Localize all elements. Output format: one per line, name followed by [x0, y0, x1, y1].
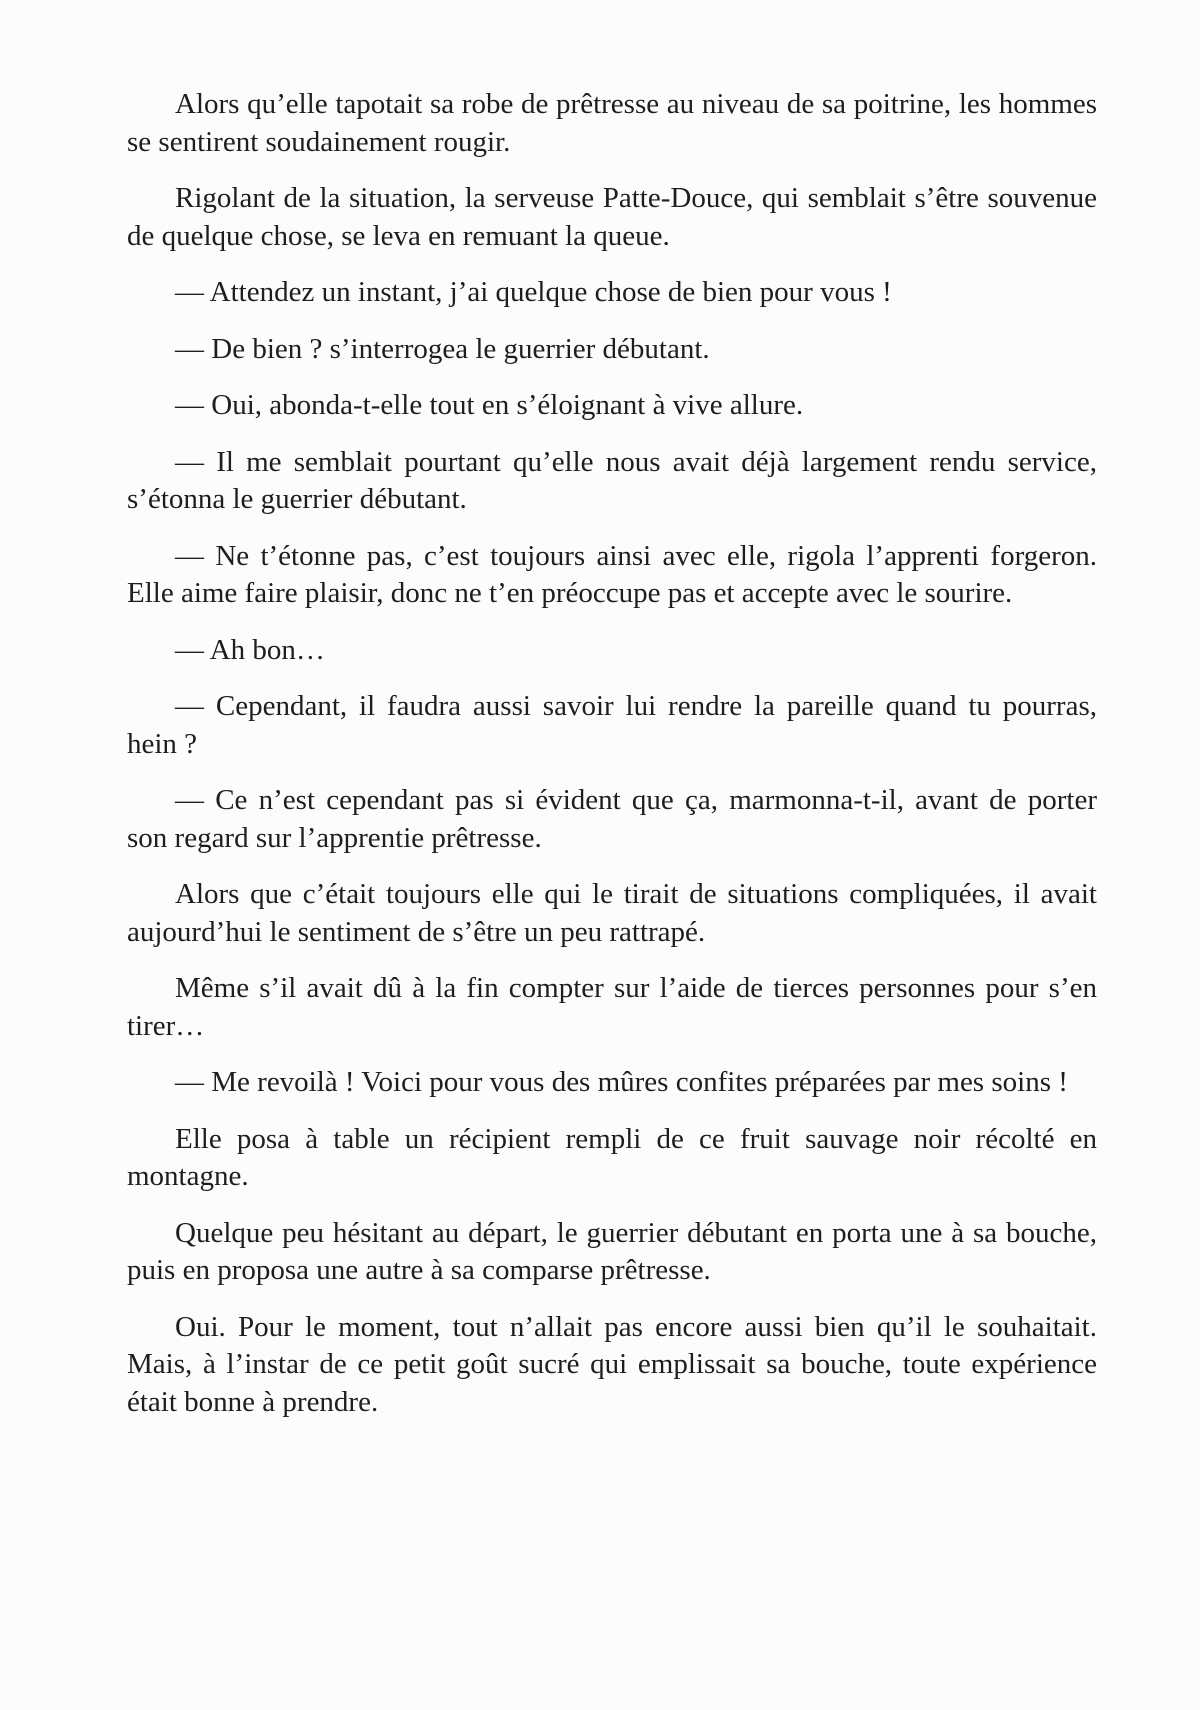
- dialogue-line: — Oui, abonda-t-elle tout en s’éloignant à vive allure.: [175, 389, 804, 421]
- dialogue-line: — Me revoilà ! Voici pour vous des mûres confites préparées par mes soins !: [175, 1066, 1068, 1098]
- paragraph: Rigolant de la situation, la serveuse Patte-Douce, qui semblait s’être souvenue de quelque chose, se leva en remuant la queue.: [127, 182, 1097, 252]
- dialogue-line: — Ah bon…: [175, 633, 325, 666]
- paragraph: Oui. Pour le moment, tout n’allait pas encore aussi bien qu’il le souhaitait. Mais, à l’instar de ce petit goût sucré qui emplissait sa bouche, toute expérience était bonne à prendre.: [127, 1310, 1097, 1418]
- paragraph: Même s’il avait dû à la fin compter sur l’aide de tierces personnes pour s’en tirer…: [127, 972, 1097, 1042]
- dialogue-line: — Ce n’est cependant pas si évident que ça, marmonna-t-il, avant de porter son regard sur l’apprentie prêtresse.: [127, 784, 1097, 854]
- dialogue-line: — Ne t’étonne pas, c’est toujours ainsi avec elle, rigola l’apprenti forgeron. Elle aime faire plaisir, donc ne t’en préoccupe pas et accepte avec le sourire.: [127, 539, 1097, 609]
- paragraph: Quelque peu hésitant au départ, le guerrier débutant en porta une à sa bouche, puis en proposa une autre à sa comparse prêtresse.: [127, 1216, 1097, 1286]
- dialogue-line: — Attendez un instant, j’ai quelque chose de bien pour vous !: [175, 276, 892, 308]
- dialogue-line: — De bien ? s’interrogea le guerrier débutant.: [175, 332, 710, 365]
- dialogue-line: — Cependant, il faudra aussi savoir lui rendre la pareille quand tu pourras, hein ?: [127, 690, 1097, 760]
- paragraph: Alors que c’était toujours elle qui le tirait de situations compliquées, il avait aujourd’hui le sentiment de s’être un peu rattrapé.: [127, 878, 1097, 948]
- dialogue-line: — Il me semblait pourtant qu’elle nous avait déjà largement rendu service, s’étonna le guerrier débutant.: [127, 445, 1097, 515]
- page-text: [127, 86, 1097, 1440]
- paragraph: Elle posa à table un récipient rempli de ce fruit sauvage noir récolté en montagne.: [127, 1122, 1097, 1192]
- paragraph: Alors qu’elle tapotait sa robe de prêtresse au niveau de sa poitrine, les hommes se sentirent soudainement rougir.: [127, 88, 1097, 158]
